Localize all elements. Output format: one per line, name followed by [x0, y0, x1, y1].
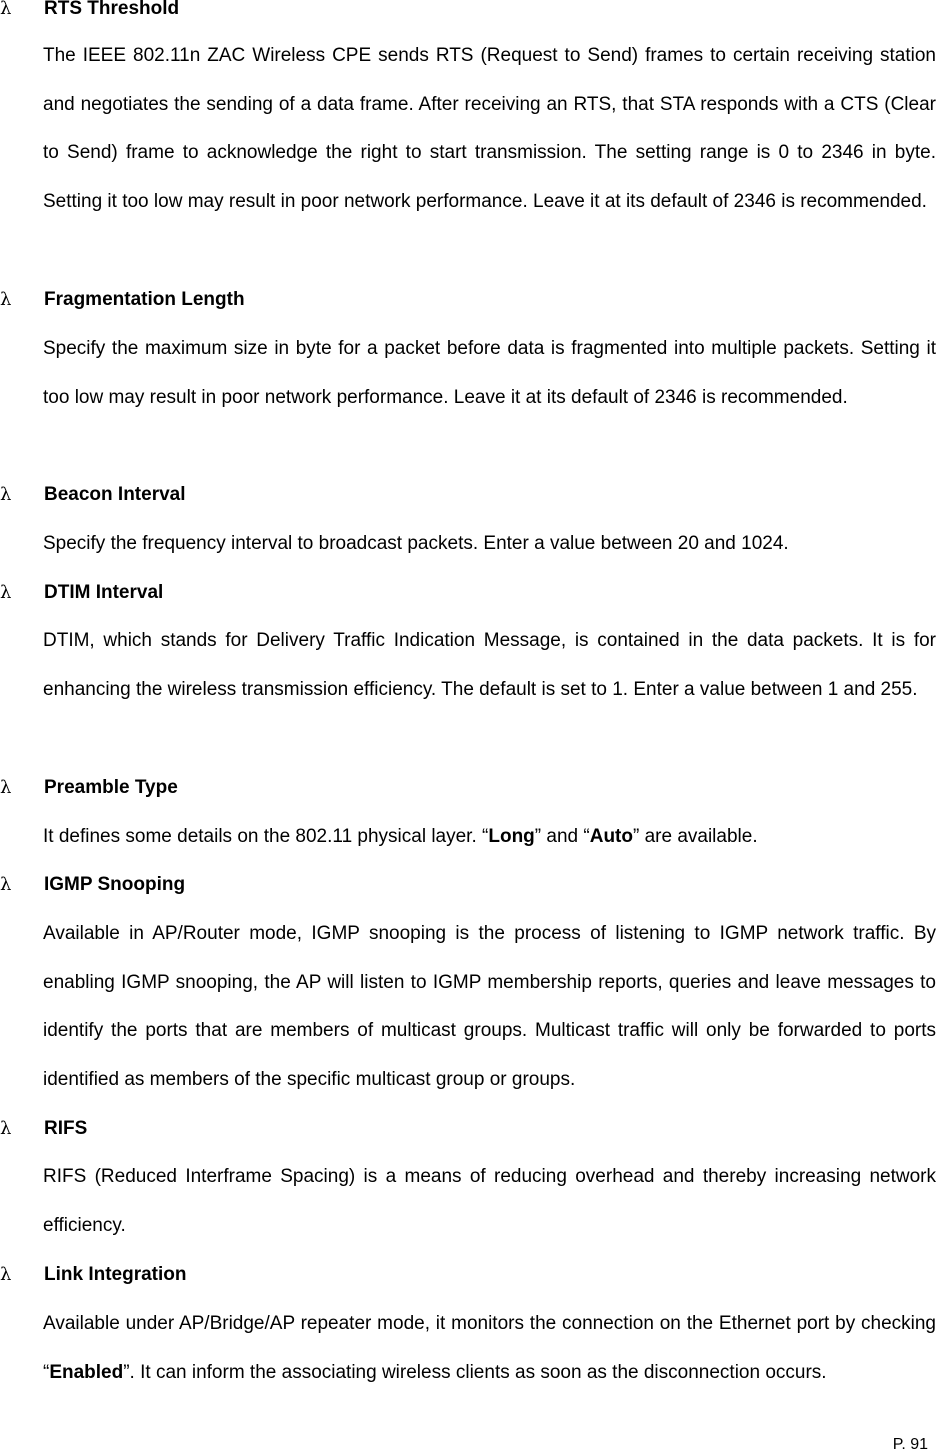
option-enabled: Enabled [49, 1361, 124, 1383]
bullet-lambda-icon: λ [0, 874, 12, 895]
section-body: The IEEE 802.11n ZAC Wireless CPE sends RTS (Request to Send) frames to certain receiving station and negotiates the sending of a data frame. After receiving an RTS, that STA responds with a CTS (Clear to Send) frame to acknowledge the right to start transmission. The setting range is 0 to 2346 in byte. Setting it too low may result in poor network performance. Leave it at its default of 2346 is recommended. [43, 45, 936, 213]
section-title: Beacon Interval [44, 484, 186, 505]
section-body: Available in AP/Router mode, IGMP snooping is the process of listening to IGMP network traffic. By enabling IGMP snooping, the AP will listen to IGMP membership reports, queries and leave messages to identify the ports that are members of multicast groups. Multicast traffic will only be forwarded to ports identified as members of the specific multicast group or groups. [43, 923, 936, 1091]
option-long: Long [488, 826, 535, 847]
bullet-lambda-icon: λ [0, 289, 12, 310]
section-body: It defines some details on the 802.11 physical layer. “Long” and “Auto” are available. [43, 826, 758, 847]
section-body: DTIM, which stands for Delivery Traffic Indication Message, is contained in the data packets. It is for enhancing the wireless transmission efficiency. The default is set to 1. Enter a value between 1 and 255. [43, 630, 936, 700]
bullet-lambda-icon: λ [0, 1118, 12, 1139]
section-title: Preamble Type [44, 777, 178, 798]
section-body: Available under AP/Bridge/AP repeater mode, it monitors the connection on the Ethernet port by checking “Enabled”. It can inform the associating wireless clients as soon as the disconnection occurs. [43, 1313, 936, 1383]
section-body: RIFS (Reduced Interframe Spacing) is a means of reducing overhead and thereby increasing network efficiency. [43, 1166, 936, 1236]
bullet-lambda-icon: λ [0, 484, 12, 505]
bullet-lambda-icon: λ [0, 582, 12, 603]
section-title: RTS Threshold [44, 0, 180, 19]
section-title: IGMP Snooping [44, 874, 186, 895]
section-title: Link Integration [44, 1264, 187, 1285]
section-body: Specify the frequency interval to broadcast packets. Enter a value between 20 and 1024. [43, 533, 789, 554]
section-body: Specify the maximum size in byte for a packet before data is fragmented into multiple packets. Setting it too low may result in poor network performance. Leave it at its default of 2346 is recommended. [43, 338, 936, 408]
page-number: P. 91 [892, 1436, 928, 1453]
bullet-lambda-icon: λ [0, 0, 12, 19]
option-auto: Auto [589, 826, 633, 847]
section-title: DTIM Interval [44, 582, 164, 603]
section-title: RIFS [44, 1118, 88, 1139]
section-title: Fragmentation Length [44, 289, 245, 310]
bullet-lambda-icon: λ [0, 1264, 12, 1285]
bullet-lambda-icon: λ [0, 777, 12, 798]
